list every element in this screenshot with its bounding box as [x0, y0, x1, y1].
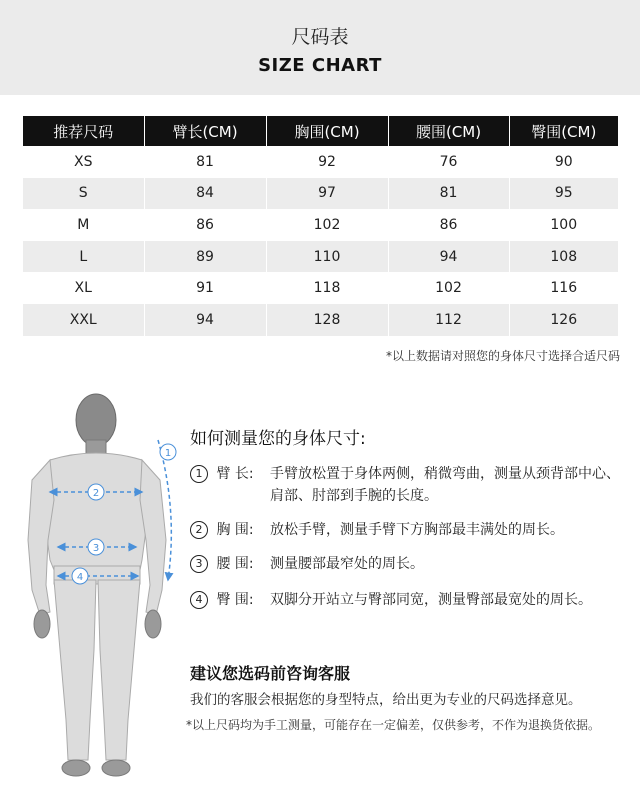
table-cell: 81	[144, 146, 266, 178]
table-cell: 112	[388, 304, 509, 336]
table-cell: 90	[554, 153, 573, 170]
number-badge: 1	[190, 465, 208, 483]
table-cell: 108	[509, 241, 618, 273]
measure-label: 腰 围:	[216, 556, 254, 572]
column-header: 推荐尺码	[23, 116, 144, 146]
table-note: *以上数据请对照您的身体尺寸选择合适尺码	[385, 349, 620, 363]
number-badge: 3	[190, 555, 208, 573]
table-cell: S	[23, 178, 144, 210]
table-cell: XL	[23, 272, 144, 304]
table-cell: 86	[144, 209, 266, 241]
marker-2: 2	[92, 488, 100, 499]
column-header: 腰围(CM)	[388, 116, 509, 146]
measure-text: 测量腰部最窄处的周长。	[270, 556, 424, 572]
number-badge: 4	[190, 591, 208, 609]
table-row	[23, 209, 618, 241]
table-cell: 84	[144, 178, 266, 210]
table-cell: 102	[388, 272, 509, 304]
measure-text: 手臂放松置于身体两侧，稍微弯曲，测量从颈背部中心、肩部、肘部到手腕的长度。	[270, 466, 620, 504]
table-cell: 128	[266, 304, 388, 336]
measure-item-chest	[190, 519, 564, 541]
page-title-cn: 尺码表	[291, 26, 349, 48]
number-badge: 2	[190, 521, 208, 539]
marker-3: 3	[92, 543, 100, 554]
size-table	[23, 116, 618, 336]
table-header-row	[23, 116, 618, 146]
measure-text: 双脚分开站立与臀部同宽，测量臀部最宽处的周长。	[270, 592, 592, 608]
table-cell: M	[23, 209, 144, 241]
measure-text: 放松手臂，测量手臂下方胸部最丰满处的周长。	[270, 522, 564, 538]
bottom-note: *以上尺码均为手工测量，可能存在一定偏差，仅供参考，不作为退换货依据。	[186, 718, 601, 732]
measure-label: 臂 长:	[216, 466, 254, 482]
table-row	[23, 178, 618, 210]
measure-label: 臀 围:	[216, 592, 254, 608]
advice-text: 我们的客服会根据您的身型特点，给出更为专业的尺码选择意见。	[190, 692, 582, 708]
table-cell: XS	[23, 146, 144, 178]
table-cell: 95	[509, 178, 618, 210]
marker-4: 4	[76, 572, 84, 583]
table-row	[23, 272, 618, 304]
page-title-en: SIZE CHART	[258, 55, 382, 76]
column-header: 臂长(CM)	[144, 116, 266, 146]
table-cell: 89	[144, 241, 266, 273]
table-cell: XXL	[23, 304, 144, 336]
measure-item-arm	[190, 463, 620, 504]
body-measurement-figure	[10, 390, 190, 790]
table-cell: 76	[388, 146, 509, 178]
column-header: 臀围(CM)	[509, 116, 618, 146]
table-cell: 116	[550, 280, 578, 297]
measure-title: 如何测量您的身体尺寸:	[190, 429, 366, 449]
table-cell: 91	[144, 272, 266, 304]
table-cell: 97	[266, 178, 388, 210]
table-cell: 92	[266, 146, 388, 178]
table-cell: 81	[388, 178, 509, 210]
mannequin-silhouette	[28, 394, 166, 776]
table-cell: 94	[144, 304, 266, 336]
measure-item-waist	[190, 553, 424, 575]
table-cell: 110	[266, 241, 388, 273]
table-cell: 86	[388, 209, 509, 241]
header	[0, 0, 640, 95]
advice-title: 建议您选码前咨询客服	[190, 664, 351, 683]
table-row	[23, 241, 618, 273]
column-header: 胸围(CM)	[266, 116, 388, 146]
table-row	[23, 304, 618, 336]
measure-label: 胸 围:	[216, 522, 254, 538]
table-cell: L	[23, 241, 144, 273]
table-cell: 94	[388, 241, 509, 273]
table-cell: 100	[550, 216, 578, 233]
table-cell: 118	[266, 272, 388, 304]
table-row	[23, 146, 618, 178]
marker-1: 1	[164, 448, 172, 459]
measure-item-hip	[190, 589, 592, 611]
table-cell: 102	[266, 209, 388, 241]
table-cell: 126	[509, 304, 618, 336]
